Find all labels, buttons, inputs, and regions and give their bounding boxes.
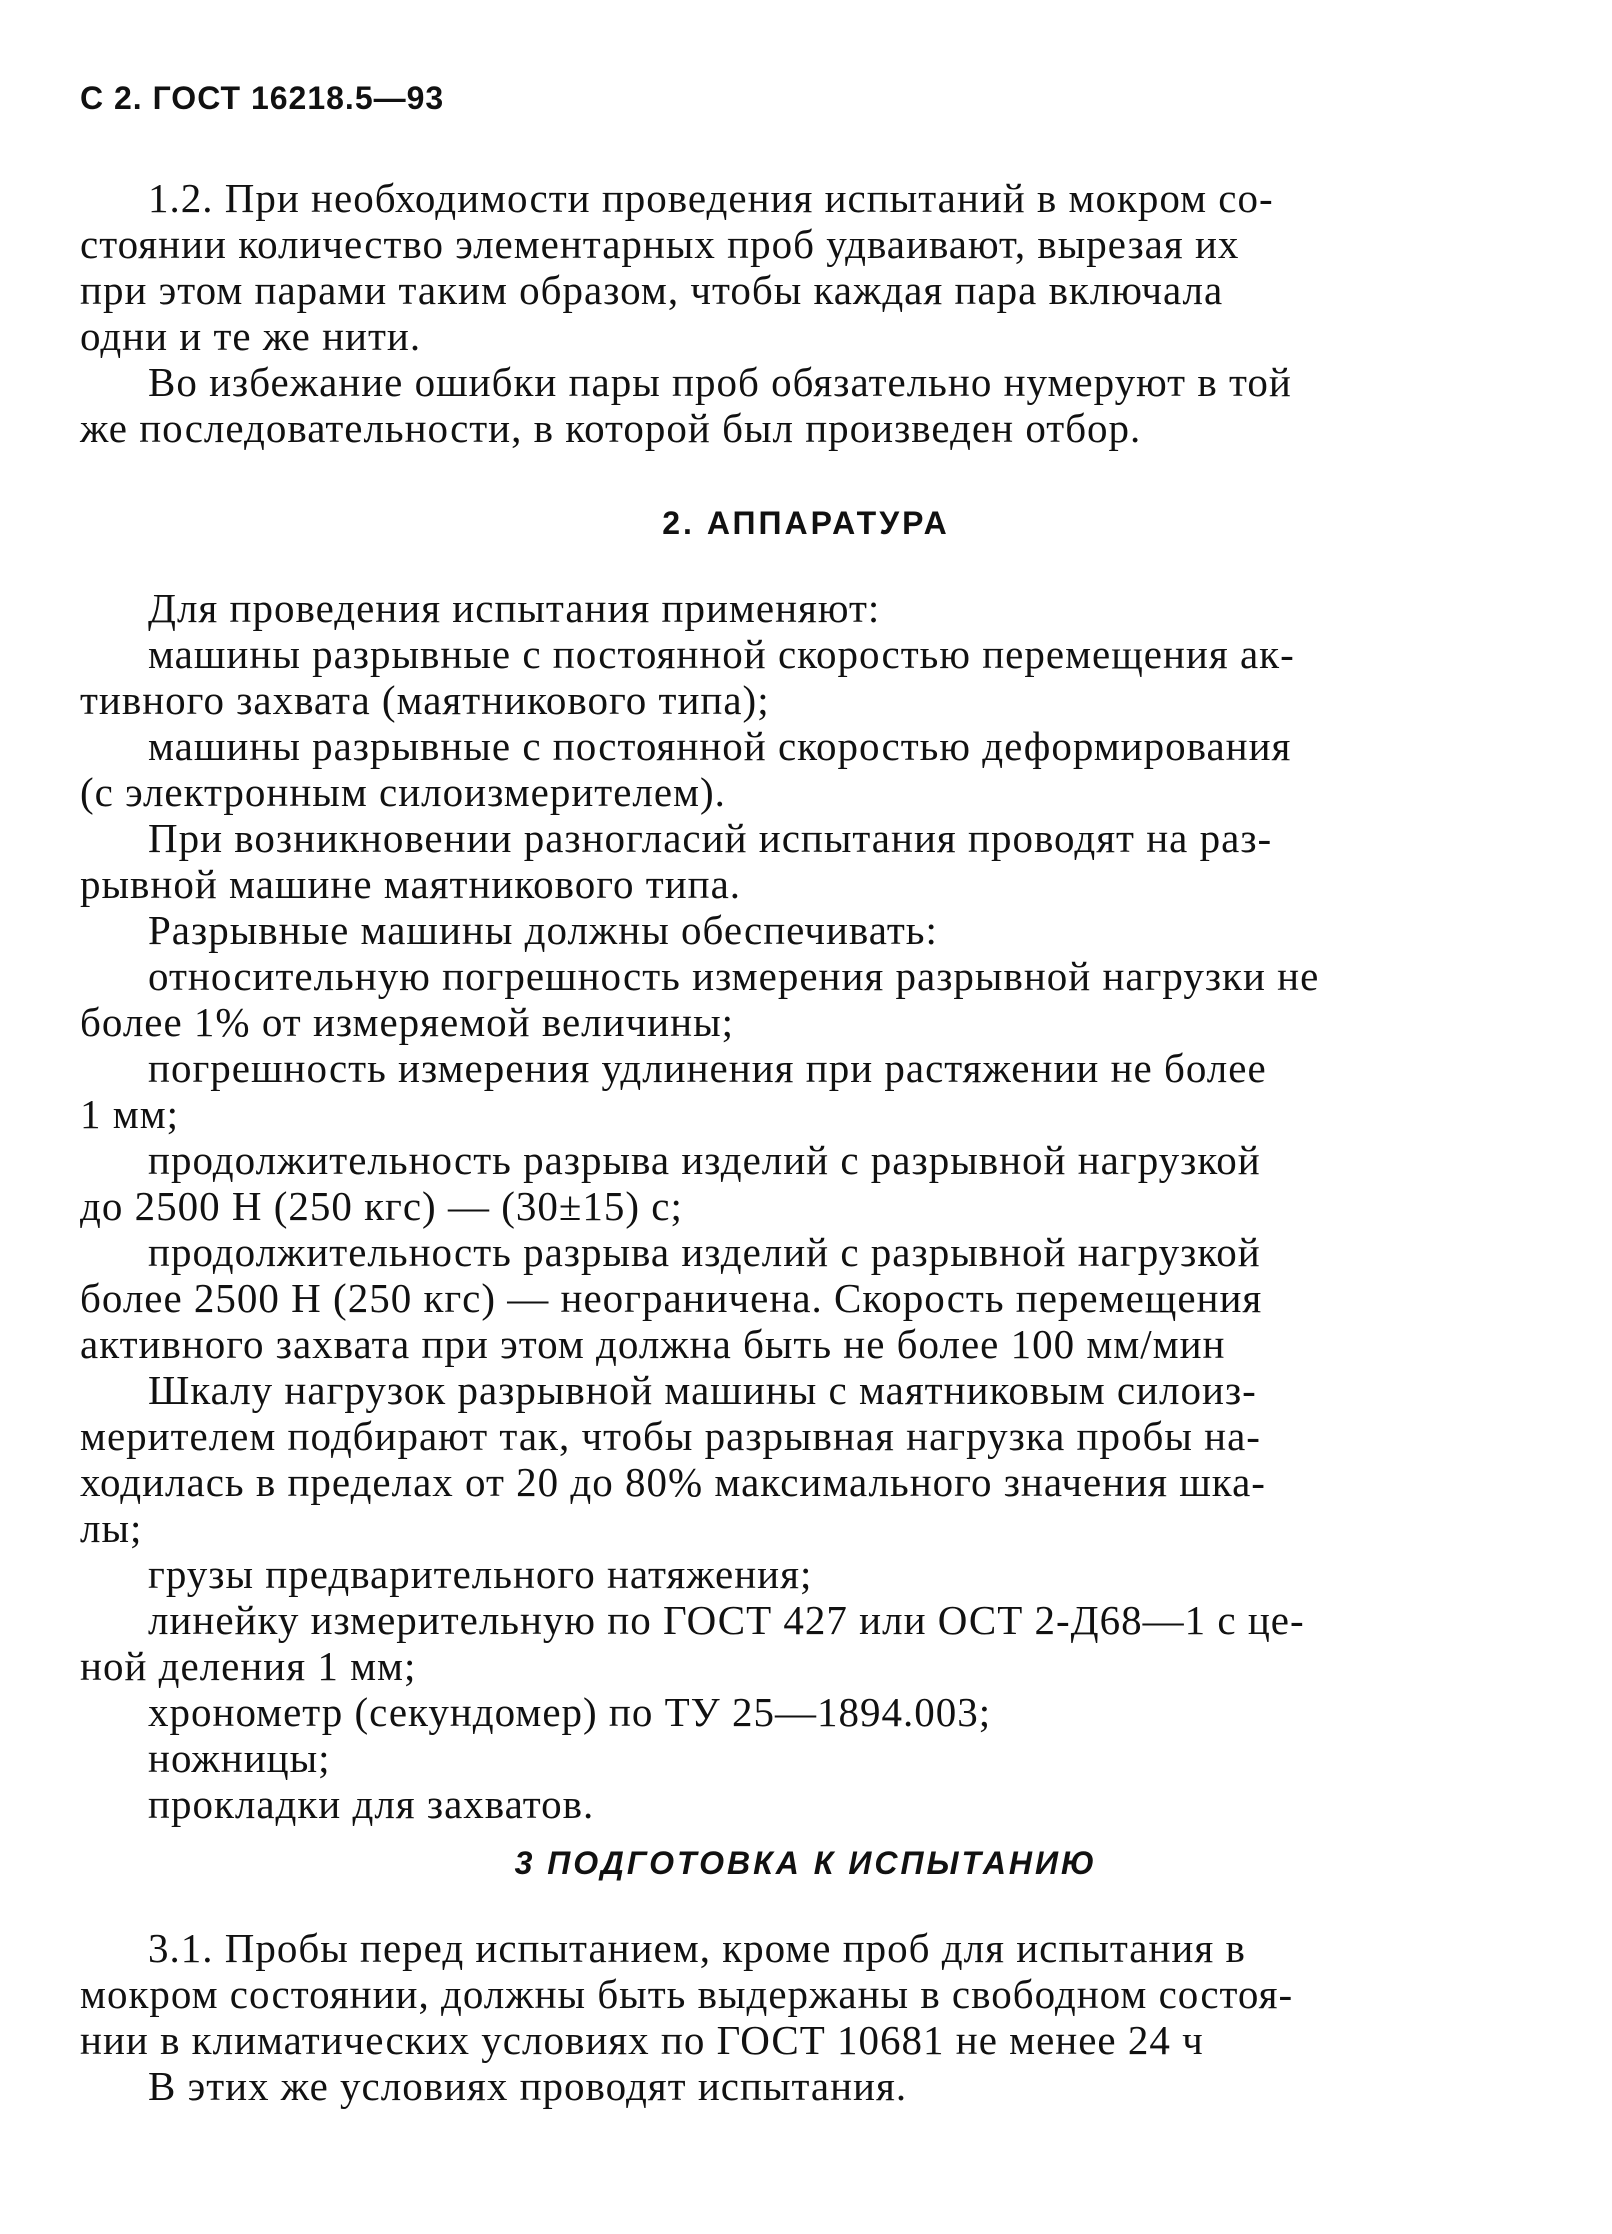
section1-para1 [80, 175, 1460, 359]
text-line: Для проведения испытания применяют: [148, 585, 881, 631]
text-line: Во избежание ошибки пары проб обязательно нумеруют в той [148, 359, 1292, 405]
section2-body [80, 585, 1460, 1827]
text-line: стоянии количество элементарных проб удваивают, вырезая их [80, 221, 1240, 267]
text-line: машины разрывные с постоянной скоростью деформирования [148, 723, 1292, 769]
text-line: тивного захвата (маятникового типа); [80, 677, 770, 723]
text-line: до 2500 Н (250 кгс) — (30±15) с; [80, 1183, 683, 1229]
text-line: погрешность измерения удлинения при растяжении не более [148, 1045, 1267, 1091]
text-line: мерителем подбирают так, чтобы разрывная нагрузка пробы на- [80, 1413, 1261, 1459]
page-header: С 2. ГОСТ 16218.5—93 [80, 80, 445, 116]
text-line: одни и те же нити. [80, 313, 422, 359]
text-line: ножницы; [148, 1735, 331, 1781]
text-line: относительную погрешность измерения разрывной нагрузки не [148, 953, 1320, 999]
section1-para2 [80, 359, 1460, 451]
text-line: при этом парами таким образом, чтобы каждая пара включала [80, 267, 1224, 313]
text-line: Шкалу нагрузок разрывной машины с маятниковым силоиз- [148, 1367, 1257, 1413]
text-line: 1 мм; [80, 1091, 180, 1137]
text-line: При возникновении разногласий испытания проводят на раз- [148, 815, 1273, 861]
text-line: более 1% от измеряемой величины; [80, 999, 735, 1045]
text-line: нии в климатических условиях по ГОСТ 10681 не менее 24 ч [80, 2017, 1204, 2063]
text-line: Разрывные машины должны обеспечивать: [148, 907, 938, 953]
section3-body [80, 1925, 1460, 2109]
text-line: прокладки для захватов. [148, 1781, 595, 1827]
text-line: продолжительность разрыва изделий с разрывной нагрузкой [148, 1229, 1261, 1275]
text-line: же последовательности, в которой был произведен отбор. [80, 405, 1142, 451]
text-line: лы; [80, 1505, 143, 1551]
text-line: 1.2. При необходимости проведения испытаний в мокром со- [148, 175, 1274, 221]
section1-body [80, 175, 1460, 451]
text-line: более 2500 Н (250 кгс) — неограничена. Скорость перемещения [80, 1275, 1263, 1321]
section2-title: 2. АППАРАТУРА [662, 505, 950, 541]
text-line: активного захвата при этом должна быть не более 100 мм/мин [80, 1321, 1226, 1367]
text-line: мокром состоянии, должны быть выдержаны в свободном состоя- [80, 1971, 1294, 2017]
section3-title: 3 ПОДГОТОВКА К ИСПЫТАНИЮ [514, 1845, 1098, 1881]
text-line: грузы предварительного натяжения; [148, 1551, 813, 1597]
text-line: линейку измерительную по ГОСТ 427 или ОСТ 2-Д68—1 с це- [148, 1597, 1305, 1643]
text-line: машины разрывные с постоянной скоростью перемещения ак- [148, 631, 1295, 677]
text-line: 3.1. Пробы перед испытанием, кроме проб для испытания в [148, 1925, 1246, 1971]
text-line: ной деления 1 мм; [80, 1643, 417, 1689]
text-line: ходилась в пределах от 20 до 80% максимального значения шка- [80, 1459, 1266, 1505]
text-line: хронометр (секундомер) по ТУ 25—1894.003; [148, 1689, 992, 1735]
text-line: В этих же условиях проводят испытания. [148, 2063, 908, 2109]
text-line: продолжительность разрыва изделий с разрывной нагрузкой [148, 1137, 1261, 1183]
text-line: рывной машине маятникового типа. [80, 861, 742, 907]
text-line: (с электронным силоизмерителем). [80, 769, 726, 815]
